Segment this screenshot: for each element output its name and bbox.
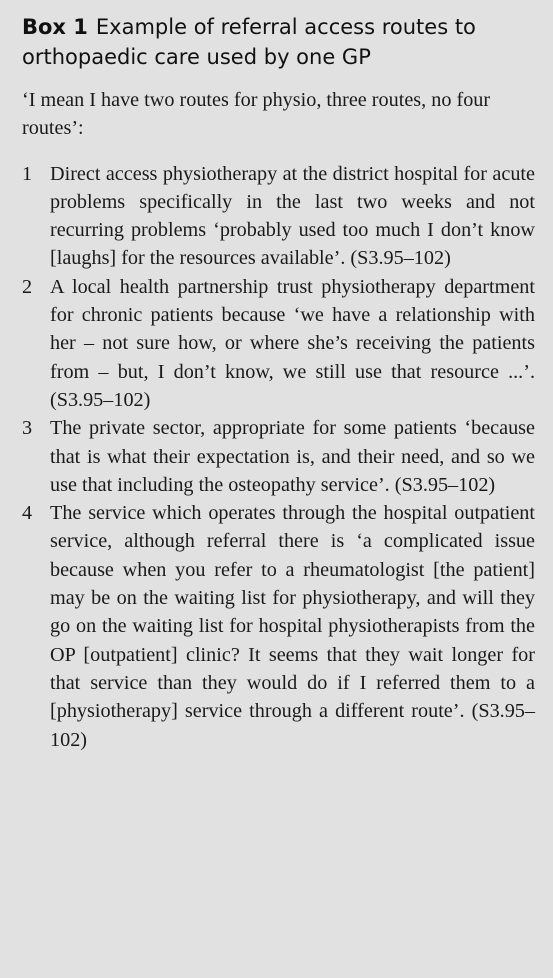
box-heading (22, 12, 535, 72)
list-item-text: The private sector, appropriate for some patients ‘because that is what their expectation is, and their need, and so we use that including the osteopathy service’. (S3.95–102) (50, 417, 535, 496)
list-item-text: Direct access physiotherapy at the district hospital for acute problems specifically in the last two weeks and not recurring problems ‘probably used too much I don’t know [laughs] for the resources available’. (S3.95–102) (50, 162, 535, 270)
list-item-number: 2 (22, 275, 33, 298)
list-item-text: The service which operates through the hospital outpatient service, although referral there is ‘a complicated issue because when you refer to a rheumatologist [the patient] may be on the waiting list for physiotherapy, and will they go on the waiting list for hospital physiotherapists from the OP [outpatient] clinic? It seems that they wait longer for that service than they would do if I referred them to a [physiotherapy] service through a different route’. (S3.95–102) (50, 502, 535, 751)
list-item (22, 273, 535, 414)
list-item (22, 499, 535, 754)
list-item-number: 4 (22, 502, 33, 525)
list-item (22, 160, 535, 273)
intro-quote: ‘I mean I have two routes for physio, three routes, no four routes’: (22, 89, 491, 140)
list-item-number: 3 (22, 417, 33, 440)
routes-list (22, 160, 535, 754)
list-item-number: 1 (22, 162, 33, 185)
list-item (22, 414, 535, 499)
box-title: Example of referral access routes to orthopaedic care used by one GP (22, 15, 476, 69)
box-label: Box 1 (22, 15, 88, 39)
list-item-text: A local health partnership trust physiotherapy department for chronic patients because ‘we have a relationship with her – not sure how, or where she’s receiving the patients from – but, I don’t know, we still use that resource ...’. (S3.95–102) (50, 275, 535, 411)
